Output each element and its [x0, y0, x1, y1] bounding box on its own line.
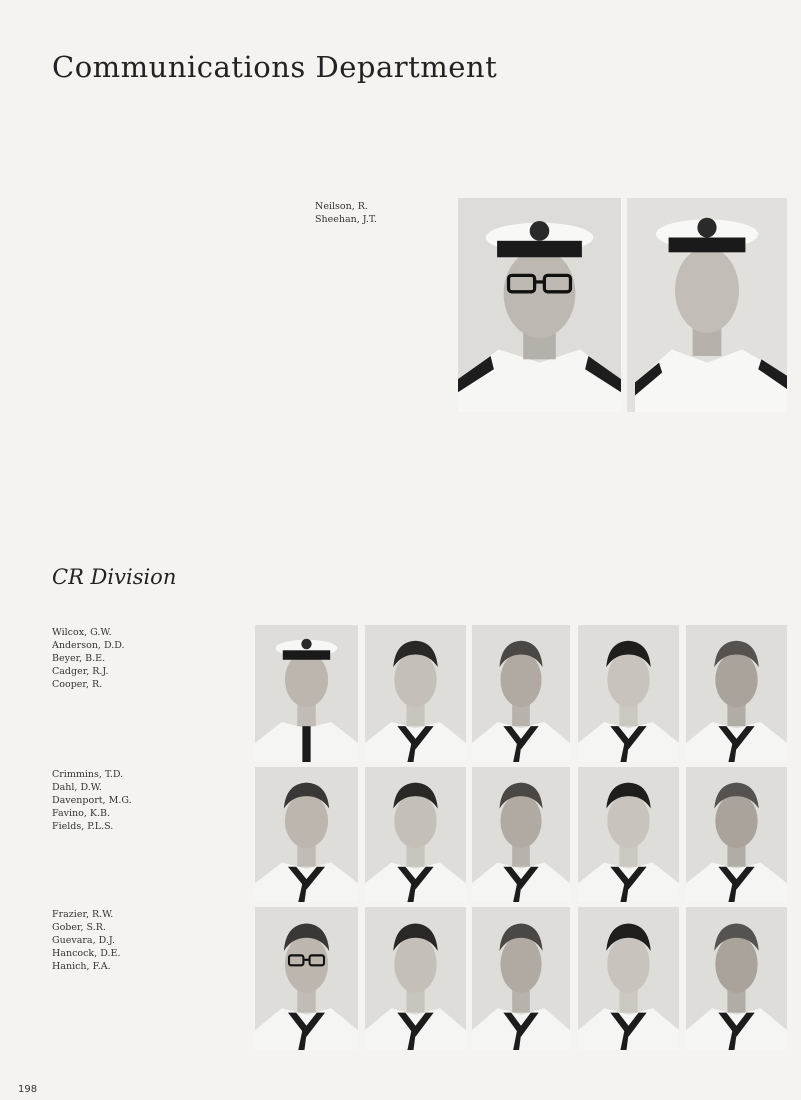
sailor-photo — [686, 625, 787, 762]
sailor-photo — [255, 625, 358, 762]
sailor-name: Crimmins, T.D. — [52, 769, 124, 780]
sailor-name: Cadger, R.J. — [52, 666, 109, 677]
sailor-photo — [686, 907, 787, 1050]
sailor-photo — [255, 907, 358, 1050]
division-name-list-row3 — [52, 908, 120, 973]
sailor-portrait-icon — [255, 907, 358, 1050]
sailor-photo — [472, 907, 570, 1050]
sailor-name: Guevara, D.J. — [52, 935, 115, 946]
officer-name-list — [315, 200, 377, 226]
sailor-portrait-icon — [365, 907, 466, 1050]
sailor-photo — [578, 767, 679, 902]
officer-photo-neilson — [458, 198, 621, 412]
sailor-name: Hanich, F.A. — [52, 961, 111, 972]
division-name-list-row1 — [52, 626, 125, 691]
sailor-photo — [472, 625, 570, 762]
sailor-portrait-icon — [365, 625, 466, 762]
sailor-name: Fields, P.L.S. — [52, 821, 114, 832]
sailor-name: Cooper, R. — [52, 679, 103, 690]
sailor-photo — [578, 907, 679, 1050]
page-number: 198 — [18, 1084, 38, 1095]
sailor-name: Gober, S.R. — [52, 922, 106, 933]
sailor-portrait-icon — [472, 625, 570, 762]
officer-photo-sheehan — [627, 198, 787, 412]
sailor-name: Beyer, B.E. — [52, 653, 106, 664]
sailor-portrait-icon — [686, 767, 787, 902]
sailor-portrait-icon — [578, 907, 679, 1050]
sailor-photo — [255, 767, 358, 902]
sailor-photo — [686, 767, 787, 902]
division-name-list-row2 — [52, 768, 132, 833]
sailor-portrait-icon — [686, 907, 787, 1050]
officer-portrait-icon — [627, 198, 787, 412]
sailor-name: Davenport, M.G. — [52, 795, 132, 806]
sailor-name: Dahl, D.W. — [52, 782, 102, 793]
sailor-portrait-icon — [365, 767, 466, 902]
sailor-portrait-icon — [578, 767, 679, 902]
sailor-portrait-icon — [255, 625, 358, 762]
officer-name: Sheehan, J.T. — [315, 214, 377, 225]
sailor-photo — [365, 767, 466, 902]
sailor-portrait-icon — [472, 767, 570, 902]
sailor-photo — [365, 625, 466, 762]
officer-portrait-icon — [458, 198, 621, 412]
sailor-photo — [365, 907, 466, 1050]
sailor-name: Anderson, D.D. — [52, 640, 125, 651]
sailor-portrait-icon — [686, 625, 787, 762]
sailor-name: Wilcox, G.W. — [52, 627, 112, 638]
sailor-portrait-icon — [472, 907, 570, 1050]
sailor-name: Frazier, R.W. — [52, 909, 114, 920]
sailor-name: Favino, K.B. — [52, 808, 111, 819]
division-title: CR Division — [52, 565, 177, 589]
sailor-portrait-icon — [578, 625, 679, 762]
sailor-photo — [472, 767, 570, 902]
sailor-photo — [578, 625, 679, 762]
sailor-portrait-icon — [255, 767, 358, 902]
page-title: Communications Department — [52, 50, 498, 84]
sailor-name: Hancock, D.E. — [52, 948, 121, 959]
officer-name: Neilson, R. — [315, 201, 368, 212]
